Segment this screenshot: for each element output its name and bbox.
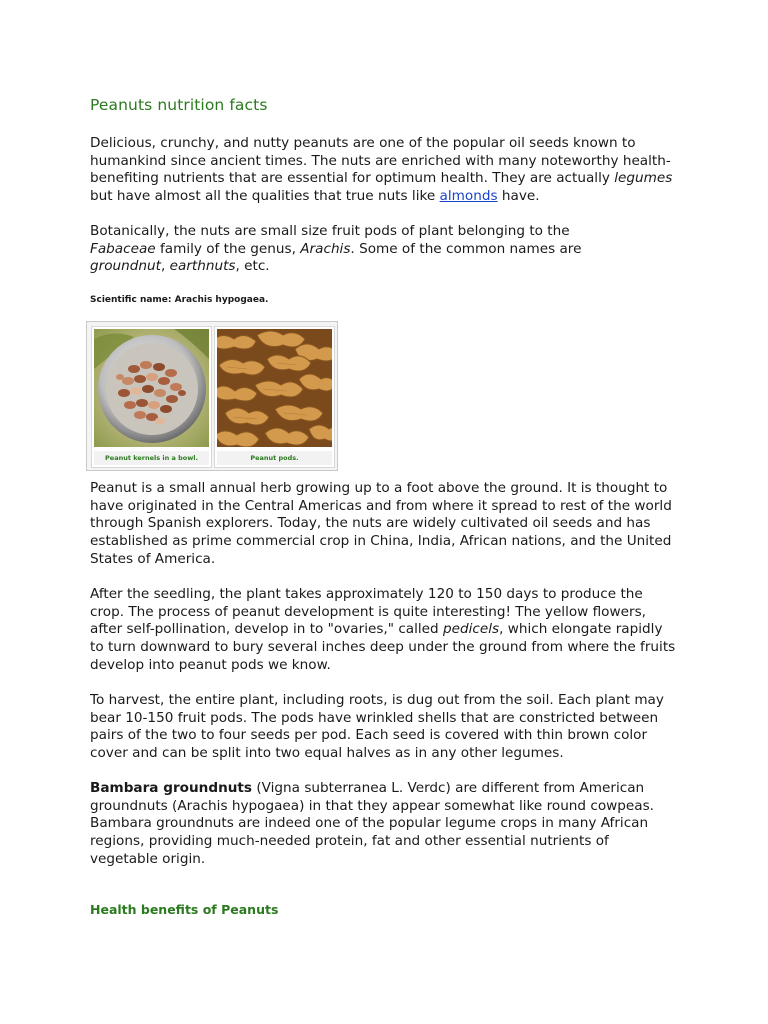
common-name-earthnuts: earthnuts bbox=[169, 258, 236, 275]
figure-cell-kernels bbox=[91, 326, 212, 468]
kernels-bowl-image bbox=[94, 329, 209, 447]
bambara-paragraph: Bambara groundnuts (Vigna subterranea L. Verdc) are different from American groundnuts (Arachis hypogaea) in that they appear somewhat like round cowpeas. Bambara groundnuts are indeed one of the popular legume crops in many African regions, providing much-needed protein, fat and other essential nutrients of vegetable origin. bbox=[90, 780, 655, 867]
origin-paragraph: Peanut is a small annual herb growing up to a foot above the ground. It is thought to have originated in the Central Americas and from where it spread to rest of the world through Spanish explorers. Today, the nuts are widely cultivated oil seeds and has established as prime commercial crop in China, India, African nations, and the United States of America. bbox=[90, 480, 672, 567]
pods-caption: Peanut pods. bbox=[217, 451, 332, 465]
bambara-term: Bambara groundnuts bbox=[90, 780, 253, 796]
peanut-pods-image bbox=[217, 329, 332, 447]
development-paragraph: After the seedling, the plant takes approximately 120 to 150 days to produce the crop. The process of peanut development is quite interesting! The yellow flowers, after self-pollination, develop in to "ovaries," called pedicels, which elongate rapidly to turn downward to bury several inches deep under the ground from where the fruits develop into peanut pods we know. bbox=[90, 586, 676, 673]
common-name-groundnut: groundnut bbox=[90, 258, 161, 275]
genus-term: Arachis bbox=[300, 240, 351, 257]
family-term: Fabaceae bbox=[90, 240, 156, 257]
botanical-paragraph: Botanically, the nuts are small size fruit pods of plant belonging to the Fabaceae family of the genus, Arachis. Some of the common names are groundnut, earthnuts, etc. bbox=[90, 223, 582, 275]
intro-paragraph: Delicious, crunchy, and nutty peanuts are one of the popular oil seeds known to humankind since ancient times. The nuts are enriched with many noteworthy health-benefiting nutrients that are essential for optimum health. They are actually legumes but have almost all the qualities that true nuts like almonds have. bbox=[90, 135, 673, 205]
legumes-term: legumes bbox=[614, 170, 673, 187]
kernels-caption: Peanut kernels in a bowl. bbox=[94, 451, 209, 465]
page-title: Peanuts nutrition facts bbox=[90, 96, 268, 114]
health-benefits-heading: Health benefits of Peanuts bbox=[90, 902, 279, 917]
scientific-name: Scientific name: Arachis hypogaea. bbox=[90, 295, 269, 305]
harvest-paragraph: To harvest, the entire plant, including roots, is dug out from the soil. Each plant may bear 10-150 fruit pods. The pods have wrinkled shells that are constricted between pairs of the two to four seeds per pod. Each seed is covered with thin brown color cover and can be split into two equal halves as in any other legumes. bbox=[90, 692, 664, 762]
figure-cell-pods bbox=[214, 326, 335, 468]
almonds-link[interactable]: almonds bbox=[439, 188, 498, 205]
pedicels-term: pedicels bbox=[443, 621, 500, 638]
peanut-figure bbox=[86, 321, 338, 471]
